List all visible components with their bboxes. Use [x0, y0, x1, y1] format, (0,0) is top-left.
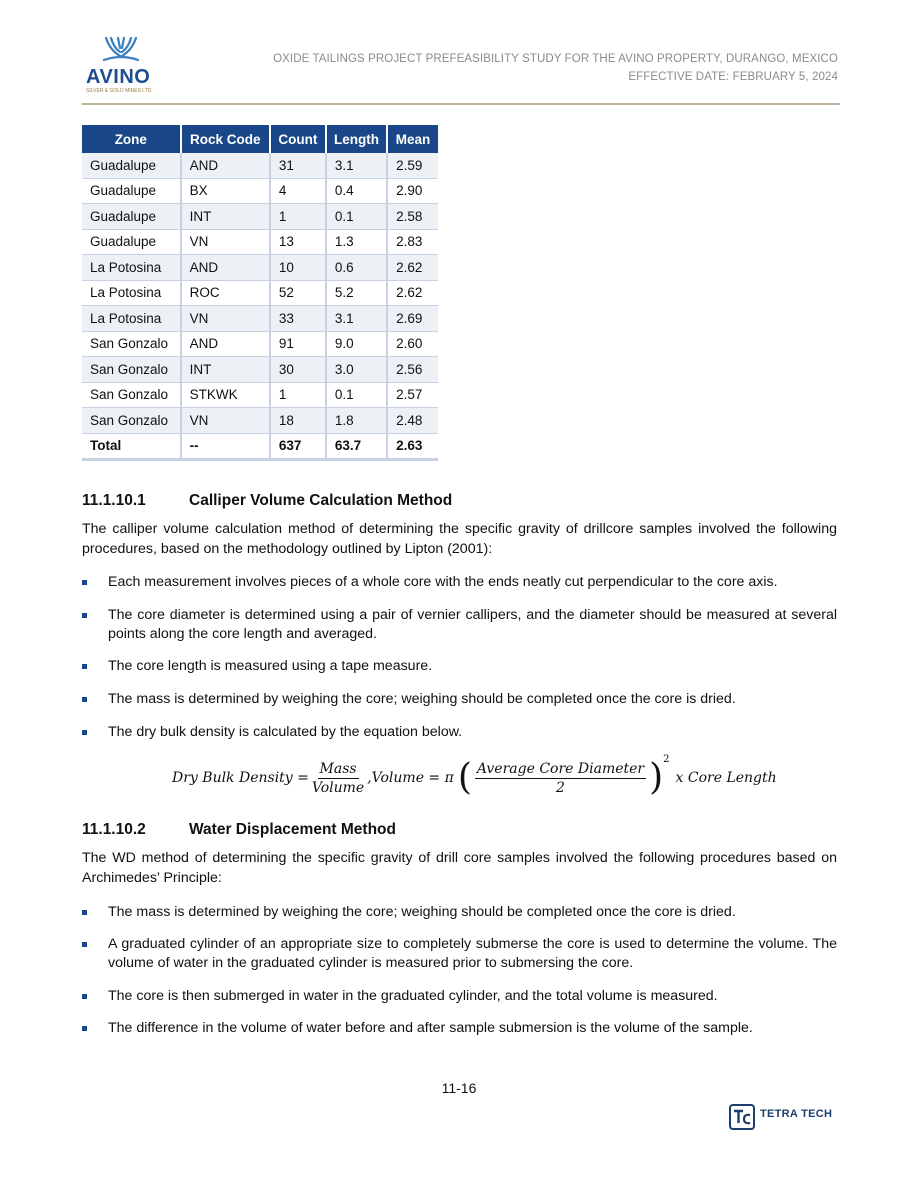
section-title: Water Displacement Method	[189, 821, 396, 838]
paragraph: The calliper volume calculation method of determining the specific gravity of drillcore samples involved the following procedures, based on the methodology outlined by Lipton (2001):	[82, 521, 837, 557]
table-cell: 637	[270, 433, 326, 460]
table-cell: San Gonzalo	[82, 357, 181, 383]
bullet-icon	[82, 664, 87, 669]
section-number: 11.1.10.2	[82, 821, 146, 838]
table-header-row	[82, 125, 438, 153]
paragraph: The WD method of determining the specific gravity of drill core samples involved the following procedures based on Archimedes’ Principle:	[82, 850, 837, 886]
table-cell: 9.0	[326, 331, 387, 357]
table-cell: 63.7	[326, 433, 387, 460]
header-title: OXIDE TAILINGS PROJECT PREFEASIBILITY STUDY FOR THE AVINO PROPERTY, DURANGO, MEXICO	[273, 53, 838, 65]
bullet-icon	[82, 942, 87, 947]
table-cell: 3.1	[326, 153, 387, 178]
table-cell: 3.1	[326, 306, 387, 332]
table-cell: San Gonzalo	[82, 331, 181, 357]
bullet-icon	[82, 580, 87, 585]
table-row	[82, 178, 438, 204]
bullet-icon	[82, 910, 87, 915]
bullet-icon	[82, 730, 87, 735]
fraction-denominator: Volume	[311, 779, 365, 796]
table-row	[82, 255, 438, 281]
table-cell: ROC	[181, 280, 270, 306]
table-cell: INT	[181, 204, 270, 230]
header-divider	[82, 103, 840, 105]
table-cell: 2.62	[387, 280, 438, 306]
list-item-text: The dry bulk density is calculated by the equation below.	[108, 724, 463, 740]
left-paren: (	[457, 757, 472, 798]
table-row	[82, 229, 438, 255]
table-cell: 2.57	[387, 382, 438, 408]
section-number: 11.1.10.1	[82, 492, 146, 509]
list-item	[82, 723, 837, 742]
list-item	[82, 606, 837, 644]
table-cell: 18	[270, 408, 326, 434]
list-item-text: The core is then submerged in water in the graduated cylinder, and the total volume is measured.	[108, 988, 718, 1004]
list-item-text: The core diameter is determined using a pair of vernier callipers, and the diameter should be measured at several points along the core length and averaged.	[108, 607, 837, 642]
table-row	[82, 280, 438, 306]
column-header: Count	[270, 125, 326, 153]
bullet-icon	[82, 994, 87, 999]
density-table	[82, 125, 438, 461]
table-cell: VN	[181, 408, 270, 434]
section-heading	[82, 492, 452, 510]
table-cell: San Gonzalo	[82, 408, 181, 434]
column-header: Zone	[82, 125, 181, 153]
table-cell: INT	[181, 357, 270, 383]
table-cell: 2.48	[387, 408, 438, 434]
table-row	[82, 382, 438, 408]
section-title: Calliper Volume Calculation Method	[189, 492, 453, 509]
column-header: Length	[326, 125, 387, 153]
table-cell: 2.90	[387, 178, 438, 204]
table-cell: La Potosina	[82, 255, 181, 281]
table-cell: 2.58	[387, 204, 438, 230]
table-cell: 52	[270, 280, 326, 306]
table-cell: 13	[270, 229, 326, 255]
table-cell: La Potosina	[82, 280, 181, 306]
page-number: 11-16	[441, 1080, 477, 1096]
exponent: 2	[663, 754, 670, 765]
list-item	[82, 657, 837, 676]
list-item	[82, 903, 837, 922]
table-cell: La Potosina	[82, 306, 181, 332]
table-cell: AND	[181, 331, 270, 357]
table-cell: 30	[270, 357, 326, 383]
table-cell: 1	[270, 382, 326, 408]
list-item-text: The mass is determined by weighing the core; weighing should be completed once the core is dried.	[108, 691, 736, 707]
logo-tagline: SILVER & GOLD MINES LTD.	[86, 88, 153, 94]
table-cell: 2.83	[387, 229, 438, 255]
table-row	[82, 204, 438, 230]
table-cell: 5.2	[326, 280, 387, 306]
list-item-text: A graduated cylinder of an appropriate size to completely submerse the core is used to determine the volume. The volume of water in the graduated cylinder is measured prior to submersing the core.	[108, 936, 837, 971]
table-cell: 2.59	[387, 153, 438, 178]
fraction-denominator: 2	[556, 779, 565, 796]
list-item	[82, 573, 837, 592]
table-cell: 2.62	[387, 255, 438, 281]
right-paren: )	[649, 757, 664, 798]
table-total-row	[82, 433, 438, 460]
list-item-text: The mass is determined by weighing the core; weighing should be completed once the core is dried.	[108, 904, 736, 920]
table-cell: AND	[181, 255, 270, 281]
density-equation	[172, 754, 777, 800]
table-cell: 33	[270, 306, 326, 332]
table-cell: BX	[181, 178, 270, 204]
list-item-text: The difference in the volume of water before and after sample submersion is the volume of the sample.	[108, 1020, 753, 1036]
table-cell: 4	[270, 178, 326, 204]
table-row	[82, 331, 438, 357]
table-cell: 2.56	[387, 357, 438, 383]
table-cell: 1.8	[326, 408, 387, 434]
table-cell: 0.1	[326, 204, 387, 230]
table-cell: 0.6	[326, 255, 387, 281]
table-cell: 3.0	[326, 357, 387, 383]
table-cell: Guadalupe	[82, 178, 181, 204]
section-heading	[82, 821, 396, 839]
table-cell: 2.63	[387, 433, 438, 460]
table-cell: VN	[181, 306, 270, 332]
company-name: TETRA TECH	[760, 1108, 833, 1120]
equation-middle: ,Volume = π	[367, 770, 454, 786]
table-row	[82, 408, 438, 434]
fraction-numerator: Average Core Diameter	[476, 760, 645, 777]
table-cell: 1	[270, 204, 326, 230]
column-header: Rock Code	[181, 125, 270, 153]
list-item	[82, 690, 837, 709]
table-cell: 10	[270, 255, 326, 281]
table-cell: VN	[181, 229, 270, 255]
list-item-text: The core length is measured using a tape measure.	[108, 658, 433, 674]
table-cell: San Gonzalo	[82, 382, 181, 408]
table-row	[82, 153, 438, 178]
table-cell: 0.4	[326, 178, 387, 204]
table-cell: 91	[270, 331, 326, 357]
fraction-numerator: Mass	[319, 760, 357, 777]
list-item	[82, 935, 837, 973]
table-cell: STKWK	[181, 382, 270, 408]
table-cell: --	[181, 433, 270, 460]
equation-lhs: Dry Bulk Density =	[172, 770, 309, 786]
table-cell: 31	[270, 153, 326, 178]
tetra-tech-logo-icon	[729, 1104, 755, 1130]
table-cell: Guadalupe	[82, 153, 181, 178]
table-cell: AND	[181, 153, 270, 178]
bullet-icon	[82, 697, 87, 702]
table-cell: Guadalupe	[82, 229, 181, 255]
table-cell: 1.3	[326, 229, 387, 255]
list-item-text: Each measurement involves pieces of a whole core with the ends neatly cut perpendicular to the core axis.	[108, 574, 778, 590]
table-cell: 0.1	[326, 382, 387, 408]
list-item	[82, 987, 837, 1006]
list-item	[82, 1019, 837, 1038]
equation-tail: x Core Length	[675, 770, 777, 786]
column-header: Mean	[387, 125, 438, 153]
mass-volume-fraction	[312, 761, 364, 796]
table-cell: 2.69	[387, 306, 438, 332]
table-row	[82, 357, 438, 383]
bullet-icon	[82, 613, 87, 618]
table-cell: Guadalupe	[82, 204, 181, 230]
table-cell: Total	[82, 433, 181, 460]
table-cell: 2.60	[387, 331, 438, 357]
logo-wordmark: AVINO	[86, 66, 151, 88]
header-date: EFFECTIVE DATE: FEBRUARY 5, 2024	[628, 71, 838, 83]
table-row	[82, 306, 438, 332]
bullet-icon	[82, 1026, 87, 1031]
diameter-fraction	[475, 761, 646, 796]
